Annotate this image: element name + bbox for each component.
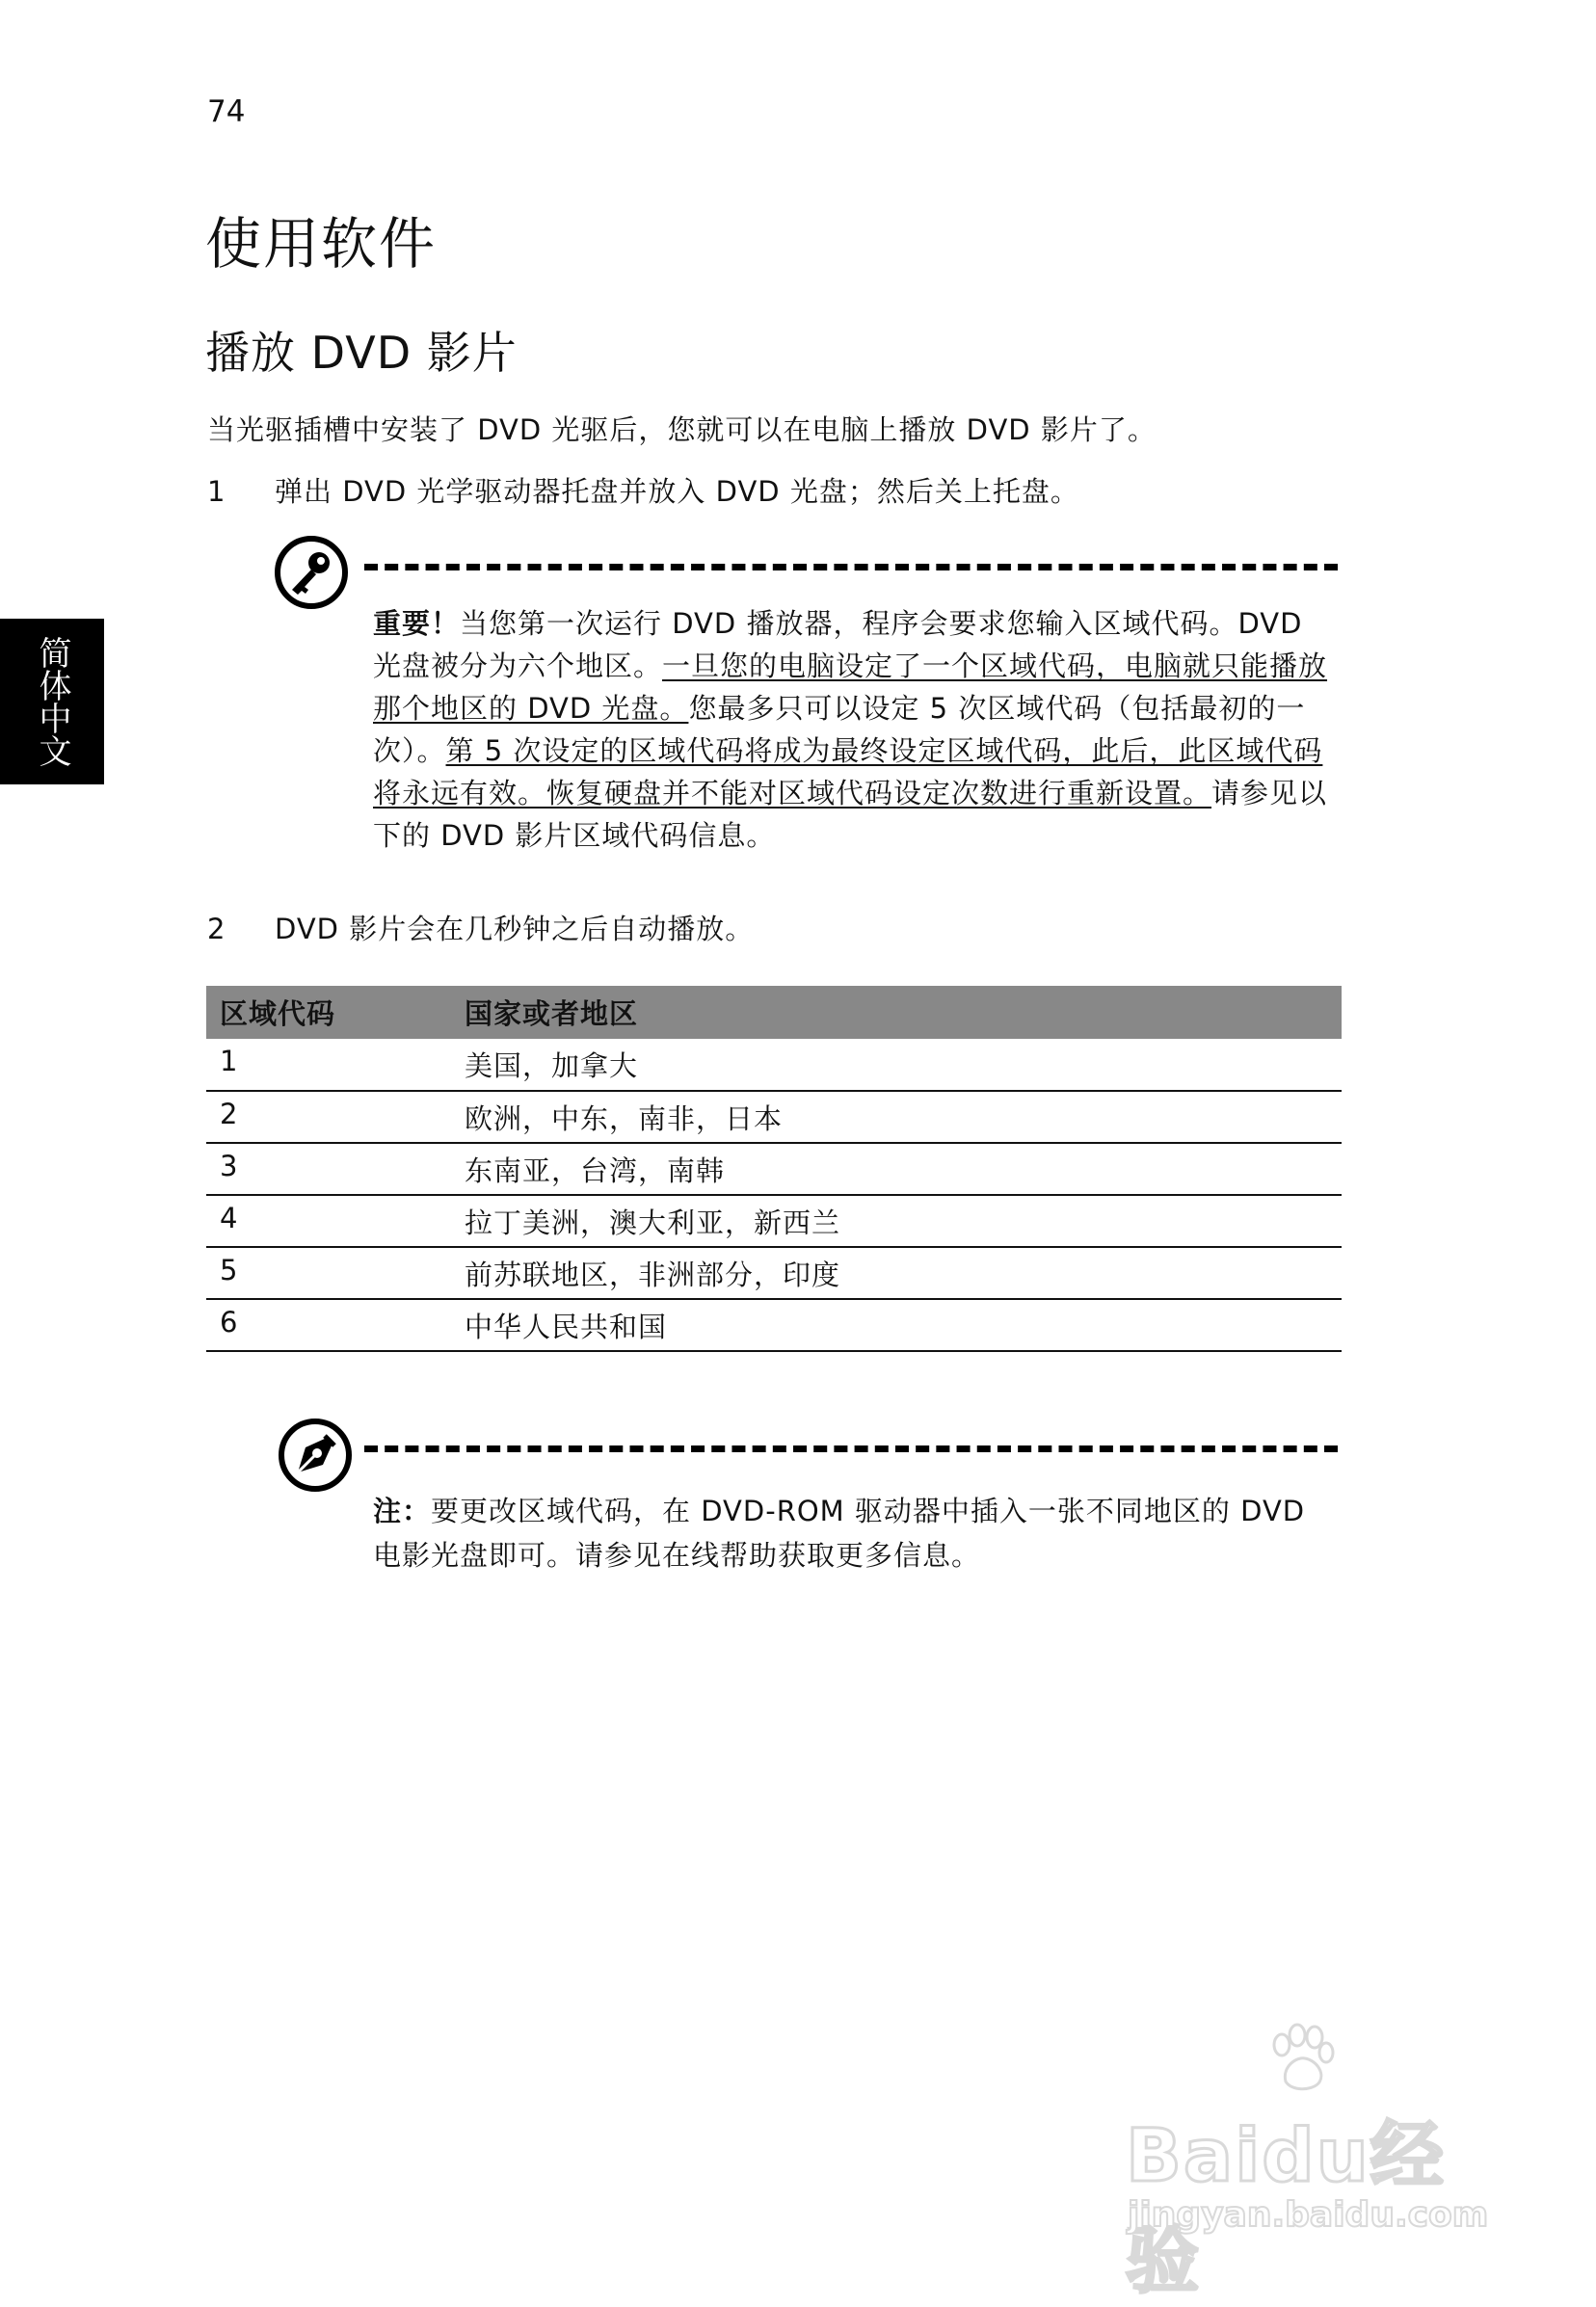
table-row: [206, 1195, 1342, 1247]
region-code-cell: 1: [206, 1039, 451, 1091]
country-cell: 中华人民共和国: [451, 1299, 1342, 1351]
country-cell: 欧洲，中东，南非，日本: [451, 1091, 1342, 1143]
page-number: 74: [207, 94, 246, 129]
chapter-title: 使用软件: [205, 211, 438, 277]
table-header-row: [206, 986, 1342, 1039]
important-text: 请参见以下的 DVD 影片区域代码信息。: [373, 777, 1328, 852]
important-underlined-text: 第 5 次设定的区域代码将成为最终设定区域代码，此后，此区域代码将永远有效。恢复硬盘并不能对区域代码设定次数进行重新设置。: [373, 734, 1323, 809]
region-code-cell: 5: [206, 1247, 451, 1299]
region-code-table: [206, 986, 1342, 1352]
table-row: [206, 1039, 1342, 1091]
country-cell: 前苏联地区，非洲部分，印度: [451, 1247, 1342, 1299]
region-code-cell: 6: [206, 1299, 451, 1351]
region-code-cell: 3: [206, 1143, 451, 1195]
watermark-brand: Baidu经验: [1126, 2112, 1446, 2303]
callout-divider: [364, 564, 1338, 570]
important-text: 您最多只可以设定 5 次区域代码（包括最初的一次）。: [373, 692, 1306, 767]
important-text: 当您第一次运行 DVD 播放器，程序会要求您输入区域代码。DVD 光盘被分为六个地区。: [373, 607, 1303, 682]
country-cell: 东南亚，台湾，南韩: [451, 1143, 1342, 1195]
important-notice: [373, 602, 1337, 857]
note-label: 注：: [373, 1495, 432, 1527]
intro-paragraph: 当光驱插槽中安装了 DVD 光驱后，您就可以在电脑上播放 DVD 影片了。: [207, 413, 1157, 446]
important-label: 重要！: [373, 607, 461, 640]
region-code-cell: 2: [206, 1091, 451, 1143]
column-header-country: 国家或者地区: [451, 986, 1342, 1039]
region-code-cell: 4: [206, 1195, 451, 1247]
callout-divider: [364, 1445, 1338, 1452]
table-row: [206, 1143, 1342, 1195]
table-row: [206, 1299, 1342, 1351]
baidu-watermark: [1118, 2022, 1489, 2303]
note-notice: [373, 1489, 1337, 1578]
step-2: [207, 908, 754, 947]
step-number: 1: [207, 475, 226, 508]
step-number: 2: [207, 913, 226, 945]
paw-logo-icon: [1263, 2022, 1340, 2099]
table-row: [206, 1091, 1342, 1143]
note-text: 要更改区域代码，在 DVD-ROM 驱动器中插入一张不同地区的 DVD 电影光盘即可。请参见在线帮助获取更多信息。: [373, 1495, 1306, 1572]
pen-nib-icon: [277, 1417, 354, 1494]
important-underlined-text: 一旦您的电脑设定了一个区域代码，电脑就只能播放那个地区的 DVD 光盘。: [373, 650, 1328, 725]
column-header-region-code: 区域代码: [206, 986, 451, 1039]
watermark-url: jingyan.baidu.com: [1128, 2195, 1489, 2235]
step-text: 弹出 DVD 光学驱动器托盘并放入 DVD 光盘；然后关上托盘。: [275, 475, 1079, 508]
step-text: DVD 影片会在几秒钟之后自动播放。: [275, 913, 755, 945]
step-1: [207, 470, 1079, 510]
country-cell: 拉丁美洲，澳大利亚，新西兰: [451, 1195, 1342, 1247]
table-row: [206, 1247, 1342, 1299]
section-title: 播放 DVD 影片: [205, 327, 518, 379]
language-side-tab: 简体中文: [0, 619, 104, 784]
key-icon: [273, 534, 350, 611]
country-cell: 美国，加拿大: [451, 1039, 1342, 1091]
